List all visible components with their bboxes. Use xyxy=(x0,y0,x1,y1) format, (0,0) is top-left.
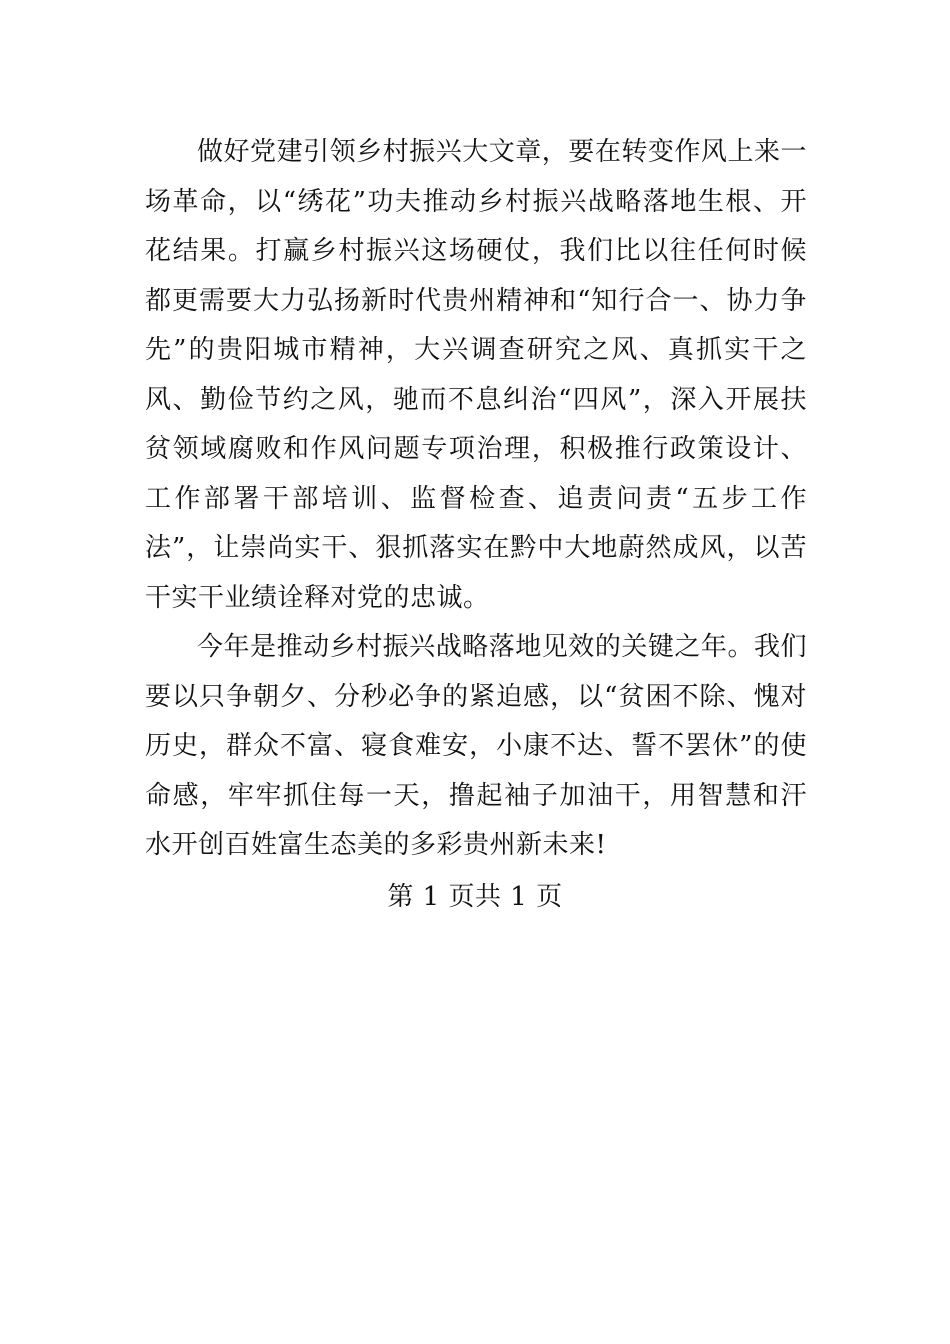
paragraph-2: 今年是推动乡村振兴战略落地见效的关键之年。我们要以只争朝夕、分秒必争的紧迫感，以“贫困不除、愧对历史，群众不富、寝食难安，小康不达、誓不罢休”的使命感，牢牢抓住每一天，撸起袖子加油干，用智慧和汗水开创百姓富生态美的多彩贵州新未来! xyxy=(145,632,807,860)
page-number-footer: 第 1 页共 1 页 xyxy=(387,882,563,912)
document-body xyxy=(145,128,807,871)
paragraph-1: 做好党建引领乡村振兴大文章，要在转变作风上来一场革命，以“绣花”功夫推动乡村振兴战略落地生根、开花结果。打赢乡村振兴这场硬仗，我们比以往任何时候都更需要大力弘扬新时代贵州精神和“知行合一、协力争先”的贵阳城市精神，大兴调查研究之风、真抓实干之风、勤俭节约之风，驰而不息纠治“四风”，深入开展扶贫领域腐败和作风问题专项治理，积极推行政策设计、工作部署干部培训、监督检查、追责问责“五步工作法”，让崇尚实干、狠抓落实在黔中大地蔚然成风，以苦干实干业绩诠释对党的忠诚。 xyxy=(145,137,807,613)
